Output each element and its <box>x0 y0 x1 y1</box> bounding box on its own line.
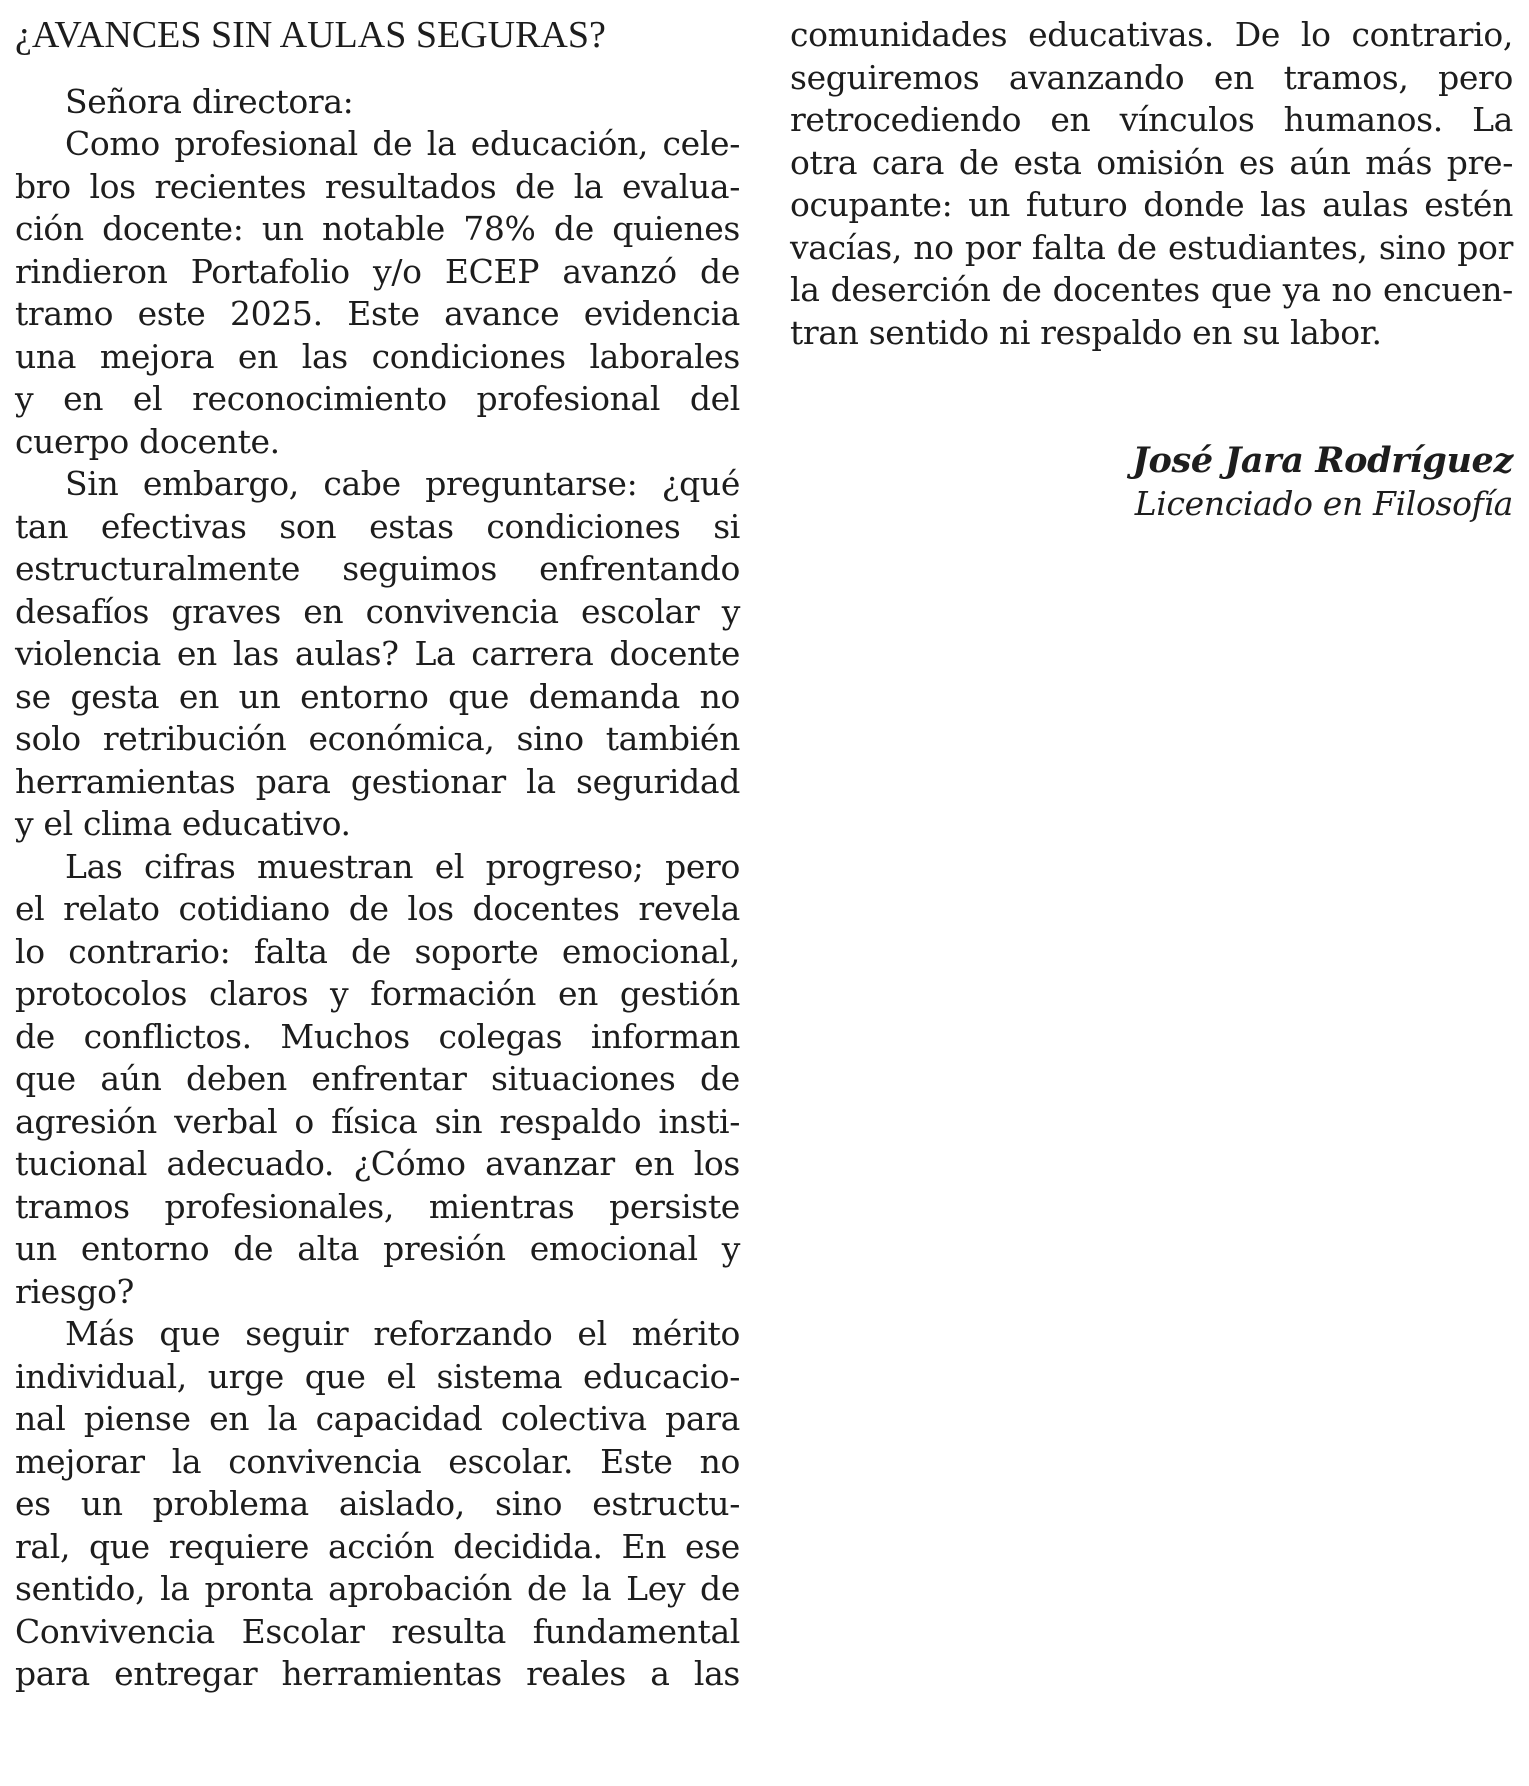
text-line: tramos profesionales, mientras persiste <box>15 1186 740 1226</box>
text-line: la deserción de docentes que ya no encuen- <box>790 270 1513 309</box>
right-column <box>790 14 1513 525</box>
text-line: rindieron Portafolio y/o ECEP avanzó de <box>15 251 740 291</box>
text-line: un entorno de alta presión emocional y <box>15 1229 740 1268</box>
text-line: es un problema aislado, sino estructu- <box>15 1484 740 1523</box>
text-line: estructuralmente seguimos enfrentando <box>15 549 740 588</box>
text-line: retrocediendo en vínculos humanos. La <box>790 100 1513 139</box>
text-line: Sin embargo, cabe preguntarse: ¿qué <box>65 464 740 503</box>
text-line: Convivencia Escolar resulta fundamental <box>15 1611 740 1651</box>
right-column-body <box>790 14 1513 354</box>
left-column <box>15 14 740 1696</box>
text-line: herramientas para gestionar la seguridad <box>15 761 740 801</box>
text-line: seguiremos avanzando en tramos, pero <box>790 57 1513 97</box>
text-line: tan efectivas son estas condiciones si <box>15 506 740 546</box>
text-line: y el clima educativo. <box>15 804 351 843</box>
text-line: el relato cotidiano de los docentes revela <box>15 889 740 928</box>
text-line: para entregar herramientas reales a las <box>15 1654 740 1693</box>
text-line: solo retribución económica, sino también <box>15 719 740 758</box>
text-line: de conflictos. Muchos colegas informan <box>15 1016 740 1056</box>
left-column-body <box>15 123 740 1696</box>
signature-name: José Jara Rodríguez <box>1132 440 1513 481</box>
text-line: protocolos claros y formación en gestión <box>15 974 740 1013</box>
signature-title: Licenciado en Filosofía <box>1134 483 1513 523</box>
headline: ¿AVANCES SIN AULAS SEGURAS? <box>15 14 606 56</box>
text-line: una mejora en las condiciones laborales <box>15 336 740 376</box>
text-line: Más que seguir reforzando el mérito <box>65 1314 740 1353</box>
text-line: violencia en las aulas? La carrera docente <box>15 634 740 673</box>
text-line: ral, que requiere acción decidida. En ese <box>15 1526 740 1566</box>
text-line: bro los recientes resultados de la evalua- <box>15 166 740 206</box>
text-line: se gesta en un entorno que demanda no <box>15 676 740 716</box>
text-line: tramo este 2025. Este avance evidencia <box>15 294 740 333</box>
text-line: otra cara de esta omisión es aún más pre- <box>790 142 1513 182</box>
text-line: nal piense en la capacidad colectiva para <box>15 1399 740 1438</box>
text-line: comunidades educativas. De lo contrario, <box>790 15 1513 54</box>
text-line: cuerpo docente. <box>15 421 280 461</box>
text-line: riesgo? <box>15 1271 135 1311</box>
salutation: Señora directora: <box>65 81 354 121</box>
text-line: sentido, la pronta aprobación de la Ley de <box>15 1569 740 1608</box>
text-line: agresión verbal o física sin respaldo insti- <box>15 1101 740 1141</box>
text-line: mejorar la convivencia escolar. Este no <box>15 1441 740 1481</box>
text-line: tucional adecuado. ¿Cómo avanzar en los <box>15 1144 740 1183</box>
text-line: individual, urge que el sistema educacio- <box>15 1356 740 1396</box>
text-line: desafíos graves en convivencia escolar y <box>15 591 740 631</box>
text-line: lo contrario: falta de soporte emocional, <box>15 931 740 971</box>
text-line: ción docente: un notable 78% de quienes <box>15 209 740 248</box>
text-line: tran sentido ni respaldo en su labor. <box>790 312 1382 352</box>
text-line: vacías, no por falta de estudiantes, sino por <box>790 227 1513 267</box>
text-line: y en el reconocimiento profesional del <box>15 379 740 418</box>
text-line: Las cifras muestran el progreso; pero <box>65 846 740 886</box>
signature-spacer <box>790 354 1513 440</box>
text-line: Como profesional de la educación, cele- <box>65 124 740 163</box>
text-line: que aún deben enfrentar situaciones de <box>15 1059 740 1098</box>
text-line: ocupante: un futuro donde las aulas estén <box>790 185 1513 224</box>
